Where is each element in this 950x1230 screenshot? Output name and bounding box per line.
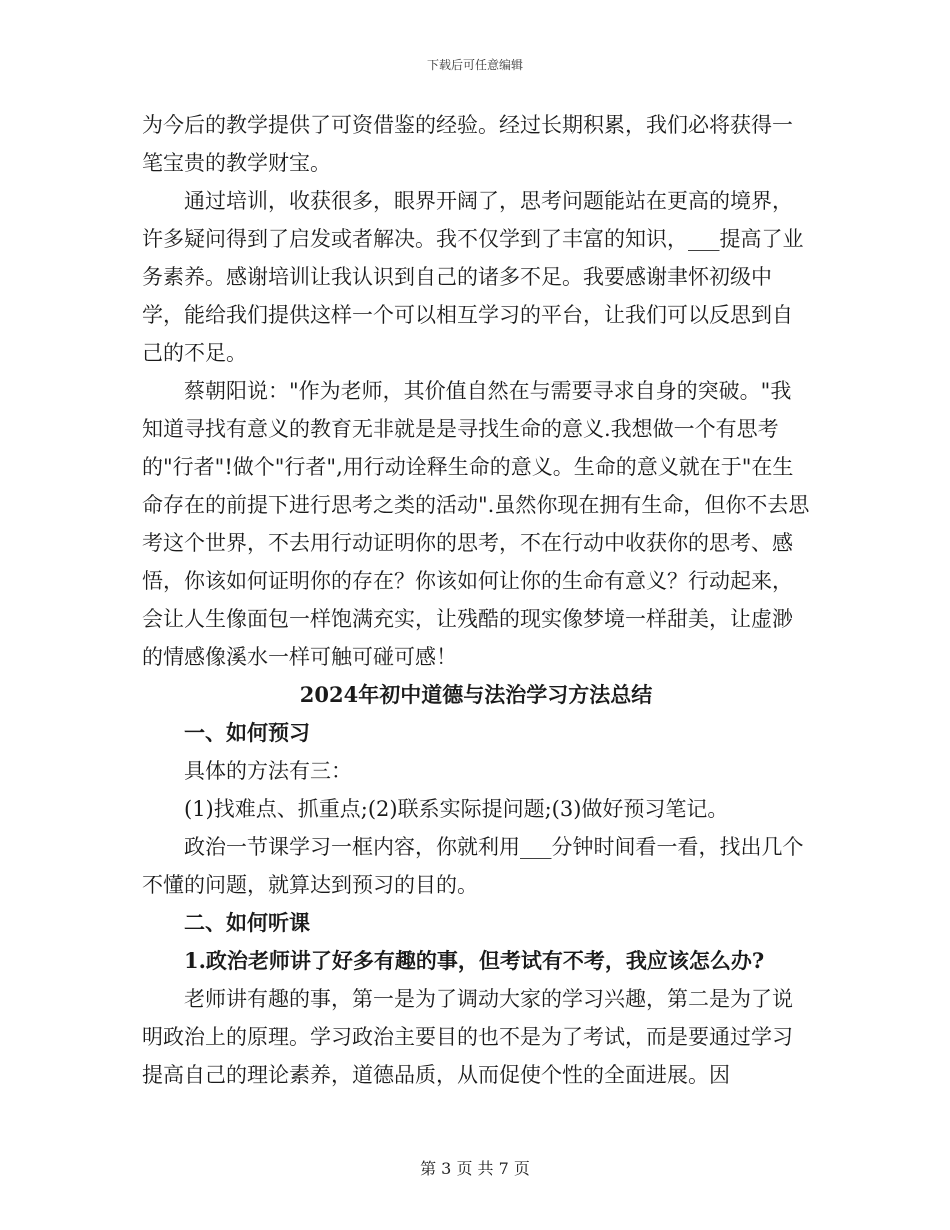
- paragraph-1: 为今后的教学提供了可资借鉴的经验。经过长期积累，我们必将获得一笔宝贵的教学财宝。: [142, 113, 793, 175]
- page-header: 下载后可任意编辑: [426, 58, 523, 72]
- section-1-paragraph-2: (1)找难点、抓重点;(2)联系实际提问题;(3)做好预习笔记。: [184, 797, 729, 821]
- paragraph-3: 蔡朝阳说："作为老师，其价值自然在与需要寻求自身的突破。"我知道寻找有意义的教育无非就是是寻找生命的意义.我想做一个有思考的"行者"!做个"行者",用行动诠释生命的意义。生命的意义就在于"在生命存在的前提下进行思考之类的活动".虽然你现在拥有生命，但你不去思考这个世界，不去用行动证明你的思考，不在行动中收获你的思考、感悟，你该如何证明你的存在？你该如何让你的生命有意义？行动起来，会让人生像面包一样饱满充实，让残酷的现实像梦境一样甜美，让虚渺的情感像溪水一样可触可碰可感！: [142, 379, 810, 669]
- section-2-heading: 二、如何听课: [184, 910, 310, 935]
- section-1-paragraph-1: 具体的方法有三：: [184, 759, 352, 783]
- section-1-heading: 一、如何预习: [184, 720, 310, 745]
- section-2-question: 1.政治老师讲了好多有趣的事，但考试有不考，我应该怎么办?: [184, 948, 765, 973]
- page-footer: 第 3 页 共 7 页: [420, 1159, 530, 1178]
- document-title: 2024年初中道德与法治学习方法总结: [299, 682, 653, 707]
- document-body: [142, 106, 810, 1094]
- section-1-paragraph-3: 政治一节课学习一框内容，你就利用___分钟时间看一看，找出几个不懂的问题，就算达到预习的目的。: [142, 835, 804, 897]
- paragraph-2: 通过培训，收获很多，眼界开阔了，思考问题能站在更高的境界，许多疑问得到了启发或者解决。我不仅学到了丰富的知识，___提高了业务素养。感谢培训让我认识到自己的诸多不足。我要感谢聿怀初级中学，能给我们提供这样一个可以相互学习的平台，让我们可以反思到自己的不足。: [142, 189, 804, 365]
- section-2-paragraph-1: 老师讲有趣的事，第一是为了调动大家的学习兴趣，第二是为了说明政治上的原理。学习政治主要目的也不是为了考试，而是要通过学习提高自己的理论素养，道德品质，从而促使个性的全面进展。因: [142, 987, 793, 1087]
